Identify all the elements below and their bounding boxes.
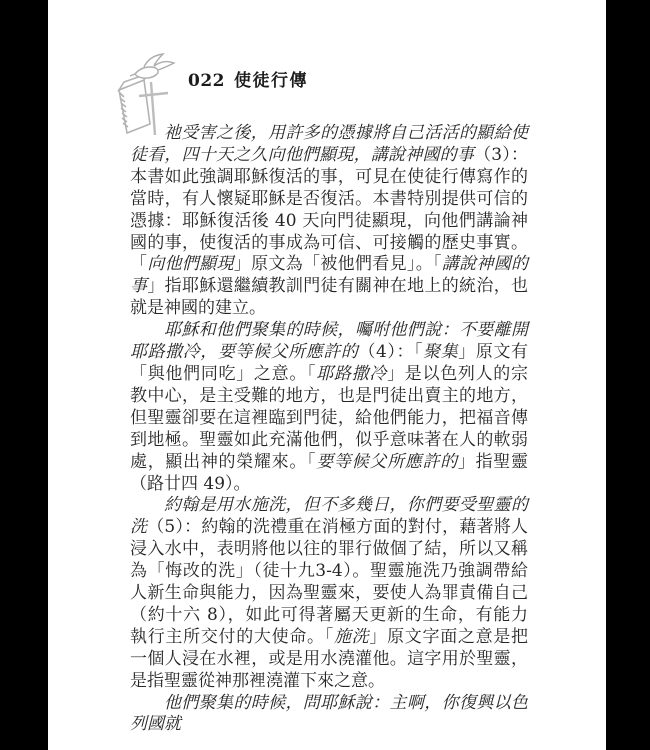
scan-black-margin-left [0, 0, 48, 750]
commentary-text: 」原文有「與他們同吃」之意。「 [130, 342, 529, 384]
scripture-quote: 他們聚集的時候，問耶穌說：主啊，你復興以色列國就 [130, 692, 528, 735]
commentary-text: 」原文為「被他們看見」。「 [233, 254, 442, 275]
scan-black-margin-right [606, 0, 650, 750]
page-number: 022 [188, 71, 225, 91]
commentary-text: （3）：本書如此強調耶穌復活的事，可見在使徒行傳寫作的當時，有人懷疑耶穌是否復活。本書特別提供可信的憑據：耶穌復活後 40 天向門徒顯現，向他們講論神國的事，使復活的事成為可信、可接觸的歷史事實。「 [130, 144, 528, 275]
running-head [188, 66, 308, 91]
commentary-text: （5）：約翰的洗禮重在消極方面的對付，藉著將人浸入水中，表明將他以往的罪行做個了結，所以又稱為「悔改的洗」（徒十九3-4）。聖靈施洗乃強調帶給人新生命與能力，因為聖靈來，要使人為罪責備自己（約十六 8），如此可得著屬天更新的生命，有能力執行主所交付的大使命。「 [130, 517, 528, 647]
commentary-text: 」指聖靈（路廿四 49）。 [130, 451, 529, 494]
scripture-quote: 要等候父所應許的 [316, 451, 458, 472]
paragraph [130, 123, 528, 320]
commentary-text: 」原文字面之意是把一個人浸在水裡，或是用水澆灌他。這字用於聖靈，是指聖靈從神那裡澆灌下來之意。 [130, 626, 529, 691]
scripture-quote: 聚集 [423, 342, 459, 363]
scripture-quote: 施洗 [333, 626, 370, 647]
paragraph [130, 693, 528, 737]
scripture-quote: 講說神國的事 [130, 254, 529, 297]
book-title: 使徒行傳 [234, 71, 308, 91]
book-page [48, 0, 606, 750]
scripture-quote: 耶穌和他們聚集的時候，囑咐他們說：不要離開耶路撒冷，要等候父所應許的 [130, 320, 528, 363]
scripture-quote: 耶路撒冷 [316, 363, 388, 384]
paragraph [130, 320, 528, 495]
scripture-quote: 向他們顯現 [147, 254, 234, 275]
dove-icon [130, 54, 174, 78]
scripture-quote: 約翰是用水施洗，但不多幾日，你們要受聖靈的洗 [130, 495, 528, 538]
commentary-text: 」是以色列人的宗教中心，是主受難的地方，也是門徒出賣主的地方，但聖靈卻要在這裡臨到門徒，給他們能力，把福音傳到地極。聖靈如此充滿他們，似乎意味著在人的軟弱處，顯出神的榮耀來。「 [130, 363, 529, 472]
commentary-text: 」指耶穌還繼續教訓門徒有關神在地上的統治，也就是神國的建立。 [130, 276, 529, 319]
commentary-text: （4）：「 [358, 342, 424, 363]
paragraph [130, 495, 528, 692]
scripture-quote: 祂受害之後，用許多的憑據將自己活活的顯給使徒看，四十天之久向他們顯現，講說神國的事 [130, 123, 528, 165]
body-text [130, 123, 528, 736]
